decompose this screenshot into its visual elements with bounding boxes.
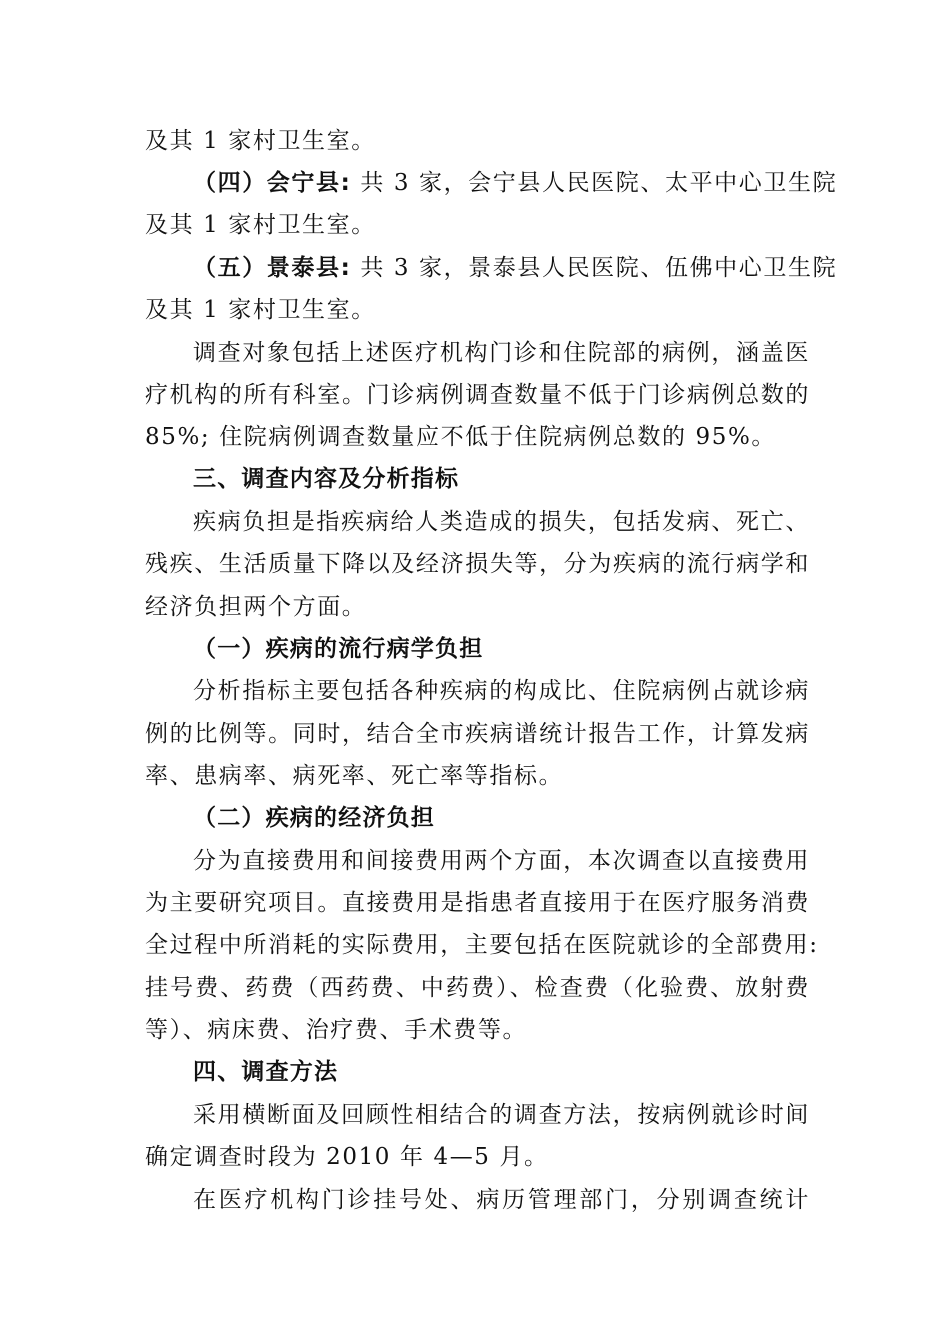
text-line: 及其 1 家村卫生室。: [145, 212, 376, 238]
text-line: 85%; 住院病例调查数量应不低于住院病例总数的 95%。: [145, 424, 777, 450]
text-line: 残疾、生活质量下降以及经济损失等，分为疾病的流行病学和: [145, 551, 810, 577]
text-line: 在医疗机构门诊挂号处、病历管理部门，分别调查统计: [193, 1187, 810, 1213]
section-lead: （五）景泰县:: [193, 255, 352, 281]
text-line: 确定调查时段为 2010 年 4—5 月。: [145, 1144, 549, 1170]
text-line: 分为直接费用和间接费用两个方面，本次调查以直接费用: [193, 848, 810, 874]
text-span: 共 3 家，会宁县人民医院、太平中心卫生院: [351, 170, 838, 196]
subsection-heading: （一）疾病的流行病学负担: [193, 636, 484, 662]
text-line: 及其 1 家村卫生室。: [145, 297, 376, 323]
text-line: 采用横断面及回顾性相结合的调查方法，按病例就诊时间: [193, 1102, 810, 1128]
text-line: 为主要研究项目。直接费用是指患者直接用于在医疗服务消费: [145, 890, 810, 916]
text-span: 共 3 家，景泰县人民医院、伍佛中心卫生院: [351, 255, 838, 281]
text-line: 经济负担两个方面。: [145, 594, 367, 620]
subsection-heading: （二）疾病的经济负担: [193, 805, 435, 831]
text-line: 调查对象包括上述医疗机构门诊和住院部的病例，涵盖医: [193, 340, 810, 366]
text-line: 率、患病率、病死率、死亡率等指标。: [145, 763, 564, 789]
section-lead: （四）会宁县:: [193, 170, 352, 196]
text-line: 等）、病床费、治疗费、手术费等。: [145, 1017, 528, 1043]
text-line: [193, 247, 838, 289]
text-line: 疾病负担是指疾病给人类造成的损失，包括发病、死亡、: [193, 509, 810, 535]
text-line: 例的比例等。同时，结合全市疾病谱统计报告工作，计算发病: [145, 721, 810, 747]
text-line: 疗机构的所有科室。门诊病例调查数量不低于门诊病例总数的: [145, 382, 810, 408]
text-line: 及其 1 家村卫生室。: [145, 128, 376, 154]
text-line: 全过程中所消耗的实际费用，主要包括在医院就诊的全部费用:: [145, 932, 819, 958]
section-heading: 四、调查方法: [193, 1059, 339, 1085]
text-line: 分析指标主要包括各种疾病的构成比、住院病例占就诊病: [193, 678, 810, 704]
section-heading: 三、调查内容及分析指标: [193, 466, 460, 492]
text-line: [193, 162, 838, 204]
text-line: 挂号费、药费（西药费、中药费）、检查费（化验费、放射费: [145, 975, 810, 1001]
